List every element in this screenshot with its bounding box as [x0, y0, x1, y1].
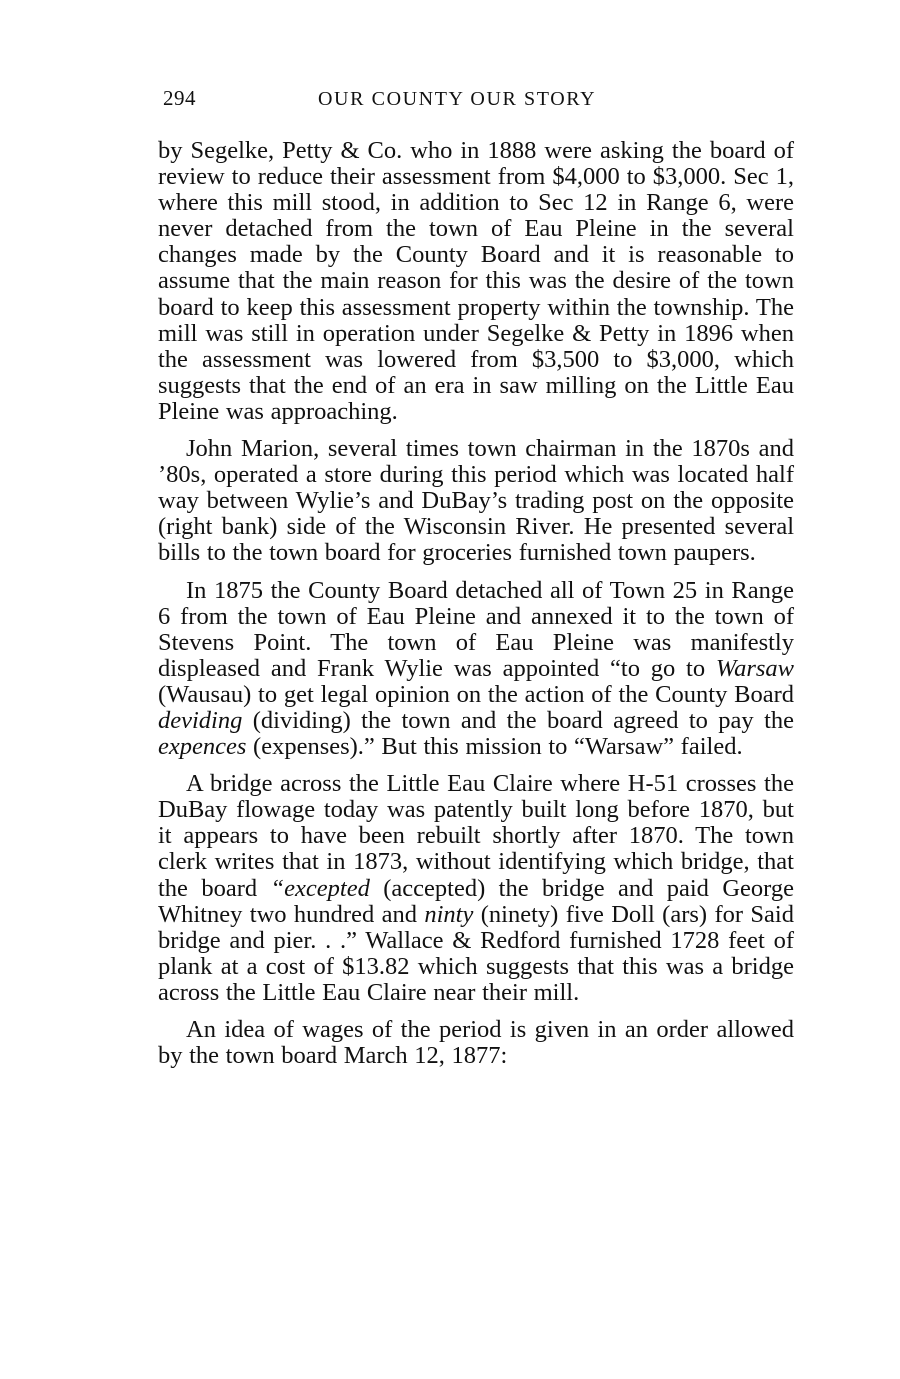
paragraph-john-marion — [158, 436, 794, 566]
text-run: A bridge across the Little Eau Claire where H-51 crosses the DuBay flowage today was patently built long before 1870, but it appears to have been rebuilt shortly after 1870. The town clerk writes that in 1873, without identifying which bridge, that the board — [158, 770, 794, 902]
text-run: (ninety) five Doll (ars) for Said bridge and pier. . .” Wallace & Redford furnished 1728 feet of plank at a cost of $13.82 which suggests that this was a bridge across the Little Eau Claire near their mill. — [158, 900, 794, 1006]
page-number: 294 — [163, 86, 196, 110]
italic-term: Warsaw — [715, 654, 794, 682]
text-run: (Wausau) to get legal opinion on the action of the County Board — [158, 680, 794, 708]
text-run: An idea of wages of the period is given in an order allowed by the town board March 12, 1877: — [158, 1016, 794, 1070]
paragraph-little-eau-claire-bridge — [158, 771, 794, 1006]
running-head — [0, 86, 900, 116]
body-text — [158, 138, 794, 1069]
text-run: (expenses).” But this mission to “Warsaw” failed. — [246, 733, 743, 761]
text-run: John Marion, several times town chairman in the 1870s and ’80s, operated a store during this period which was located half way between Wylie’s and DuBay’s trading post on the opposite (right bank) side of the Wisconsin River. He presented several bills to the town board for groceries furnished town paupers. — [158, 435, 794, 567]
text-run: by Segelke, Petty & Co. who in 1888 were asking the board of review to reduce their assessment from $4,000 to $3,000. Sec 1, where this mill stood, in addition to Sec 12 in Range 6, were never detached from the town of Eau Pleine in the several changes made by the County Board and it is reasonable to assume that the main reason for this was the desire of the town board to keep this assessment property within the township. The mill was still in operation under Segelke & Petty in 1896 when the assessment was lowered from $3,500 to $3,000, which suggests that the end of an era in saw milling on the Little Eau Pleine was approaching. — [158, 137, 794, 425]
paragraph-county-board-1875 — [158, 578, 794, 761]
paragraph-segelke-mill — [158, 138, 794, 425]
text-run: (dividing) the town and the board agreed to pay the — [242, 706, 794, 734]
italic-term: ninty — [424, 900, 474, 928]
text-run: In 1875 the County Board detached all of Town 25 in Range 6 from the town of Eau Pleine and annexed it to the town of Stevens Point. The town of Eau Pleine was manifestly displeased and Frank Wylie was appointed “to go to — [158, 576, 794, 682]
italic-term: expences — [158, 733, 247, 761]
italic-term: “excepted — [270, 874, 370, 902]
text-run: (accepted) the bridge and paid George Whitney two hundred and — [158, 874, 794, 928]
paragraph-wages-order — [158, 1017, 794, 1069]
running-title: OUR COUNTY OUR STORY — [318, 88, 597, 110]
italic-term: deviding — [158, 706, 243, 734]
